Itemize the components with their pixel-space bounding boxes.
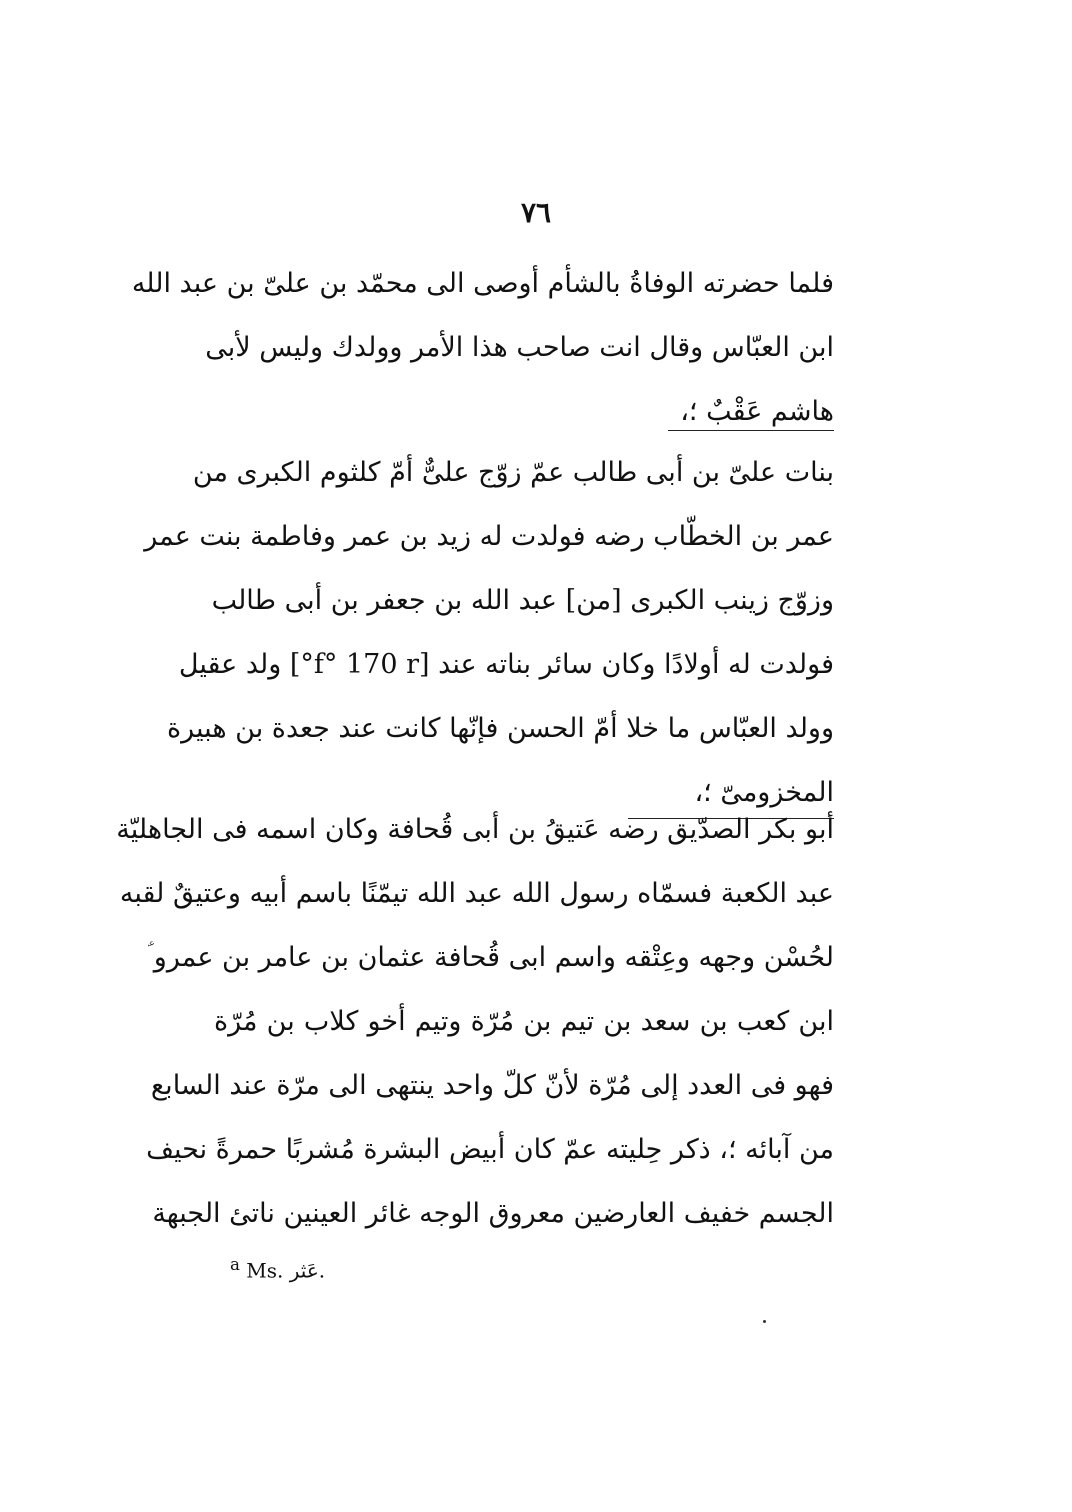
text-line: فولدت له أولادًا وكان سائر بناته عند [f° 170 r°] ولد عقيل bbox=[178, 649, 834, 680]
text-line: من آبائه ؛، ذكر حِليته عمّ كان أبيض البشرة مُشربًا حمرةً نحيف bbox=[146, 1134, 834, 1165]
footnote-text: Ms. عَثر. bbox=[246, 1258, 326, 1283]
text-line: عبد الكعبة فسمّاه رسول الله عبد الله تيمّنًا باسم أبيه وعتيقٌ لقبه bbox=[119, 878, 834, 909]
paragraph-2 bbox=[144, 441, 834, 825]
footnote-marker: a bbox=[230, 1255, 240, 1274]
paragraph-3 bbox=[116, 798, 834, 1246]
entry-separator-rule bbox=[668, 430, 834, 431]
text-line: فلما حضرته الوفاةُ بالشأم أوصى الى محمّد بن علىّ بن عبد الله bbox=[131, 268, 834, 299]
text-line: وولد العبّاس ما خلا أمّ الحسن فإنّها كانت عند جعدة بن هبيرة bbox=[166, 713, 834, 744]
page-number: ٧٦ bbox=[520, 196, 552, 229]
text-line: هاشم عَقْبٌ ؛، bbox=[680, 396, 834, 427]
stray-dot bbox=[763, 1320, 766, 1323]
text-line: المخزومىّ ؛، bbox=[694, 777, 834, 808]
text-line: ابن كعب بن سعد بن تيم بن مُرّة وتيم أخو كلاب بن مُرّة bbox=[214, 1006, 834, 1037]
text-line: فهو فى العدد إلى مُرّة لأنّ كلّ واحد ينتهى الى مرّة عند السابع bbox=[150, 1070, 834, 1101]
text-line: الجسم خفيف العارضين معروق الوجه غائر العينين ناتئ الجبهة bbox=[152, 1198, 834, 1229]
text-line: بنات علىّ بن أبى طالب عمّ زوّج علىٌّ أمّ كلثوم الكبرى من bbox=[192, 457, 834, 488]
text-line: عمر بن الخطّاب رضه فولدت له زيد بن عمر وفاطمة بنت عمر bbox=[144, 521, 834, 552]
text-line: وزوّج زينب الكبرى [من] عبد الله بن جعفر بن أبى طالب bbox=[211, 585, 834, 616]
text-line: ابن العبّاس وقال انت صاحب هذا الأمر وولدك وليس لأبى bbox=[205, 332, 834, 363]
text-line: أبو بكر الصدّيق رضه عَتيقُ بن أبى قُحافة وكان اسمه فى الجاهليّة bbox=[116, 814, 834, 845]
paragraph-1 bbox=[131, 252, 834, 444]
footnote bbox=[230, 1255, 325, 1283]
text-line: لحُسْن وجهه وعِتْقه واسم ابى قُحافة عثمان بن عامر بن عمرو ؑ bbox=[147, 942, 834, 973]
